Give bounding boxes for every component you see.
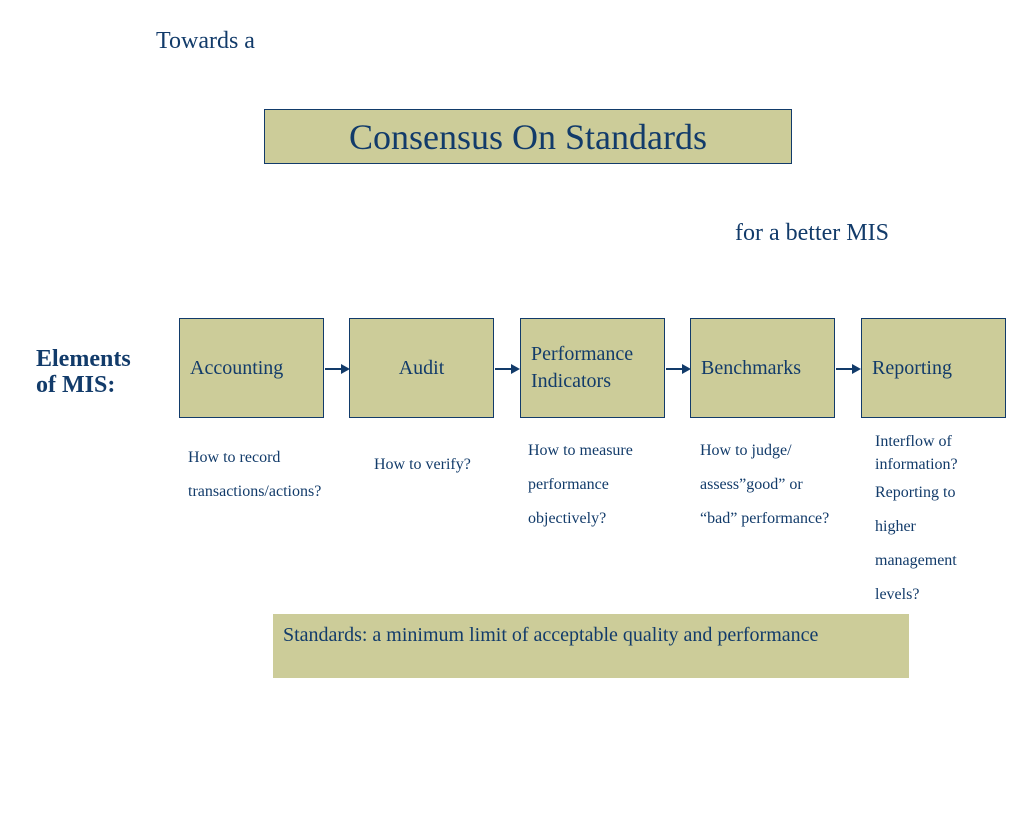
stage-reporting — [861, 318, 1006, 418]
stage-audit — [349, 318, 494, 418]
question-line: Reporting to — [875, 484, 956, 501]
intro-text: Towards a — [156, 28, 255, 54]
stage-question-reporting — [875, 430, 958, 612]
stage-benchmarks — [690, 318, 835, 418]
elements-label: Elements of MIS: — [36, 346, 131, 399]
stage-label: Reporting — [872, 356, 952, 379]
diagram-title: Consensus On Standards — [349, 116, 707, 157]
stage-label: Accounting — [190, 356, 284, 379]
question-line: higher — [875, 518, 916, 535]
standards-definition-box: Standards: a minimum limit of acceptable quality and performance — [273, 614, 909, 678]
stage-label: Audit — [398, 356, 445, 379]
right-arrow-icon — [666, 363, 692, 375]
right-arrow-icon — [836, 363, 862, 375]
question-line: Interflow of — [875, 433, 952, 450]
stage-label: Performance Indicators — [531, 343, 634, 392]
stage-question-accounting: How to record transactions/actions? — [188, 449, 322, 500]
stage-label: Benchmarks — [701, 356, 801, 379]
stage-performance-indicators — [520, 318, 665, 418]
question-line: management — [875, 552, 957, 569]
title-box — [264, 109, 792, 164]
stage-question-benchmarks: How to judge/ assess”good” or “bad” performance? — [700, 442, 830, 527]
right-arrow-icon — [495, 363, 521, 375]
question-line: levels? — [875, 586, 920, 603]
subtitle-text: for a better MIS — [735, 220, 889, 246]
right-arrow-icon — [325, 363, 351, 375]
stage-question-audit: How to verify? — [374, 456, 471, 473]
stage-question-performance-indicators: How to measure performance objectively? — [528, 442, 633, 527]
question-line: information? — [875, 456, 958, 473]
stage-accounting — [179, 318, 324, 418]
